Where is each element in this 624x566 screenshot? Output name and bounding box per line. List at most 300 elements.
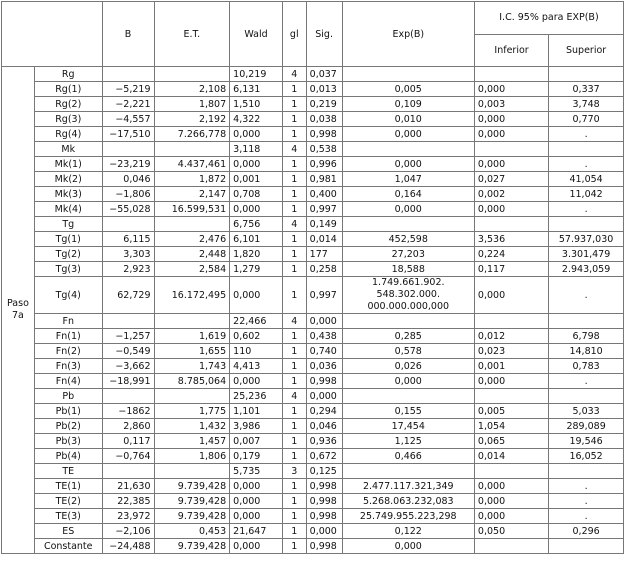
cell-et: 1,457: [154, 434, 230, 449]
table-row: [2, 329, 624, 344]
cell-b: −0,764: [102, 449, 154, 464]
cell-exp: 0,578: [342, 344, 474, 359]
cell-wald: 6,131: [230, 82, 283, 97]
row-label: Pb(2): [34, 419, 102, 434]
cell-b: −55,028: [102, 202, 154, 217]
cell-gl: 1: [282, 97, 306, 112]
cell-inferior: [474, 539, 548, 554]
cell-sig: 0,438: [306, 329, 342, 344]
cell-superior: [549, 217, 624, 232]
cell-b: −18,991: [102, 374, 154, 389]
cell-b: 62,729: [102, 277, 154, 314]
cell-superior: 3,748: [549, 97, 624, 112]
header-sig: Sig.: [306, 2, 342, 67]
table-row: [2, 389, 624, 404]
row-label: Fn: [34, 314, 102, 329]
header-gl: gl: [282, 2, 306, 67]
cell-inferior: 1,054: [474, 419, 548, 434]
cell-wald: 6,101: [230, 232, 283, 247]
cell-wald: 22,466: [230, 314, 283, 329]
cell-sig: 0,219: [306, 97, 342, 112]
cell-et: 9.739,428: [154, 479, 230, 494]
row-label: Rg(2): [34, 97, 102, 112]
cell-wald: 1,820: [230, 247, 283, 262]
cell-inferior: 0,014: [474, 449, 548, 464]
cell-exp: 0,164: [342, 187, 474, 202]
cell-exp: [342, 217, 474, 232]
row-label: Pb(3): [34, 434, 102, 449]
cell-b: [102, 142, 154, 157]
cell-sig: 0,936: [306, 434, 342, 449]
cell-gl: 1: [282, 449, 306, 464]
cell-superior: [549, 67, 624, 82]
cell-exp: 2.477.117.321,349: [342, 479, 474, 494]
cell-wald: 0,001: [230, 172, 283, 187]
cell-wald: 0,179: [230, 449, 283, 464]
cell-superior: 57.937,030: [549, 232, 624, 247]
cell-et: 9.739,428: [154, 539, 230, 554]
table-row: [2, 419, 624, 434]
cell-et: 0,453: [154, 524, 230, 539]
cell-b: −0,549: [102, 344, 154, 359]
cell-sig: 0,672: [306, 449, 342, 464]
cell-exp: 0,010: [342, 112, 474, 127]
cell-superior: 41,054: [549, 172, 624, 187]
cell-b: 23,972: [102, 509, 154, 524]
cell-inferior: [474, 217, 548, 232]
cell-sig: 0,997: [306, 277, 342, 314]
cell-superior: [549, 464, 624, 479]
table-row: [2, 232, 624, 247]
cell-et: [154, 142, 230, 157]
cell-b: [102, 314, 154, 329]
cell-gl: 1: [282, 247, 306, 262]
cell-b: 0,046: [102, 172, 154, 187]
row-label: Rg(4): [34, 127, 102, 142]
cell-gl: 1: [282, 172, 306, 187]
row-label: Tg(3): [34, 262, 102, 277]
cell-exp: 452,598: [342, 232, 474, 247]
cell-inferior: 0,000: [474, 82, 548, 97]
cell-sig: 0,000: [306, 524, 342, 539]
row-label: Fn(2): [34, 344, 102, 359]
cell-exp: [342, 464, 474, 479]
cell-b: −4,557: [102, 112, 154, 127]
cell-inferior: 0,023: [474, 344, 548, 359]
row-label: TE: [34, 464, 102, 479]
cell-superior: 16,052: [549, 449, 624, 464]
cell-wald: 0,602: [230, 329, 283, 344]
row-label: ES: [34, 524, 102, 539]
cell-superior: 14,810: [549, 344, 624, 359]
cell-wald: 10,219: [230, 67, 283, 82]
cell-sig: 0,038: [306, 112, 342, 127]
table-row: [2, 479, 624, 494]
cell-b: [102, 67, 154, 82]
cell-inferior: [474, 67, 548, 82]
cell-sig: 0,538: [306, 142, 342, 157]
table-row: [2, 344, 624, 359]
cell-exp: 18,588: [342, 262, 474, 277]
cell-sig: 0,997: [306, 202, 342, 217]
row-label: TE(3): [34, 509, 102, 524]
cell-et: 1,775: [154, 404, 230, 419]
cell-sig: 0,036: [306, 359, 342, 374]
cell-et: [154, 67, 230, 82]
cell-exp: 0,000: [342, 127, 474, 142]
cell-b: 2,923: [102, 262, 154, 277]
cell-sig: 0,998: [306, 509, 342, 524]
cell-sig: 0,013: [306, 82, 342, 97]
cell-gl: 1: [282, 374, 306, 389]
cell-superior: .: [549, 374, 624, 389]
cell-exp: 0,122: [342, 524, 474, 539]
cell-wald: 6,756: [230, 217, 283, 232]
cell-et: 4.437,461: [154, 157, 230, 172]
cell-sig: 0,998: [306, 539, 342, 554]
cell-superior: .: [549, 277, 624, 314]
cell-wald: 1,279: [230, 262, 283, 277]
cell-inferior: 0,027: [474, 172, 548, 187]
header-expb: Exp(B): [342, 2, 474, 67]
cell-b: −17,510: [102, 127, 154, 142]
cell-gl: 1: [282, 419, 306, 434]
cell-inferior: [474, 464, 548, 479]
row-label: Fn(1): [34, 329, 102, 344]
cell-sig: 0,981: [306, 172, 342, 187]
cell-gl: 1: [282, 494, 306, 509]
cell-inferior: 0,000: [474, 479, 548, 494]
cell-wald: 0,000: [230, 127, 283, 142]
cell-wald: 3,118: [230, 142, 283, 157]
cell-sig: 0,998: [306, 374, 342, 389]
cell-wald: 0,000: [230, 157, 283, 172]
header-et: E.T.: [154, 2, 230, 67]
row-label: Constante: [34, 539, 102, 554]
cell-wald: 0,000: [230, 509, 283, 524]
cell-b: [102, 464, 154, 479]
cell-b: 21,630: [102, 479, 154, 494]
cell-sig: 0,996: [306, 157, 342, 172]
cell-superior: .: [549, 479, 624, 494]
cell-exp: 0,026: [342, 359, 474, 374]
cell-inferior: [474, 142, 548, 157]
cell-superior: .: [549, 202, 624, 217]
cell-superior: 0,296: [549, 524, 624, 539]
table-row: [2, 277, 624, 314]
table-row: [2, 262, 624, 277]
row-label: Mk(3): [34, 187, 102, 202]
cell-et: 2,476: [154, 232, 230, 247]
cell-b: −1,806: [102, 187, 154, 202]
table-row: [2, 374, 624, 389]
cell-wald: 1,510: [230, 97, 283, 112]
cell-et: [154, 389, 230, 404]
cell-inferior: 0,000: [474, 127, 548, 142]
cell-inferior: 0,000: [474, 494, 548, 509]
cell-inferior: [474, 314, 548, 329]
cell-wald: 0,000: [230, 539, 283, 554]
row-label: Mk: [34, 142, 102, 157]
table-row: [2, 187, 624, 202]
table-row: [2, 359, 624, 374]
cell-wald: 5,735: [230, 464, 283, 479]
cell-et: 16.172,495: [154, 277, 230, 314]
cell-sig: 0,037: [306, 67, 342, 82]
cell-superior: 289,089: [549, 419, 624, 434]
cell-et: 1,655: [154, 344, 230, 359]
cell-superior: .: [549, 494, 624, 509]
cell-gl: 4: [282, 142, 306, 157]
cell-b: −23,219: [102, 157, 154, 172]
cell-wald: 0,007: [230, 434, 283, 449]
table-row: [2, 539, 624, 554]
cell-gl: 1: [282, 157, 306, 172]
cell-exp: 17,454: [342, 419, 474, 434]
cell-b: −1,257: [102, 329, 154, 344]
table-row: [2, 524, 624, 539]
cell-b: −3,662: [102, 359, 154, 374]
row-label: Pb(1): [34, 404, 102, 419]
row-label: TE(1): [34, 479, 102, 494]
cell-inferior: 0,000: [474, 202, 548, 217]
cell-gl: 1: [282, 82, 306, 97]
cell-exp: 0,000: [342, 539, 474, 554]
header-wald: Wald: [230, 2, 283, 67]
cell-superior: 0,337: [549, 82, 624, 97]
cell-sig: 0,046: [306, 419, 342, 434]
cell-exp: 1,125: [342, 434, 474, 449]
cell-gl: 1: [282, 479, 306, 494]
cell-sig: 0,740: [306, 344, 342, 359]
cell-superior: 3.301,479: [549, 247, 624, 262]
cell-inferior: 0,001: [474, 359, 548, 374]
cell-superior: 2.943,059: [549, 262, 624, 277]
table-body: [2, 67, 624, 554]
cell-exp: [342, 142, 474, 157]
cell-sig: 0,149: [306, 217, 342, 232]
cell-superior: [549, 539, 624, 554]
cell-superior: 19,546: [549, 434, 624, 449]
table-row: [2, 202, 624, 217]
row-label: Pb(4): [34, 449, 102, 464]
cell-et: 9.739,428: [154, 509, 230, 524]
cell-sig: 0,125: [306, 464, 342, 479]
cell-gl: 1: [282, 202, 306, 217]
cell-inferior: [474, 389, 548, 404]
row-label: Tg(2): [34, 247, 102, 262]
cell-gl: 1: [282, 524, 306, 539]
header-superior: Superior: [549, 34, 624, 67]
cell-inferior: 0,050: [474, 524, 548, 539]
cell-superior: 0,770: [549, 112, 624, 127]
cell-gl: 1: [282, 359, 306, 374]
cell-b: 3,303: [102, 247, 154, 262]
cell-inferior: 0,002: [474, 187, 548, 202]
cell-inferior: 0,000: [474, 374, 548, 389]
cell-wald: 0,000: [230, 202, 283, 217]
cell-exp: 1.749.661.902. 548.302.000. 000.000.000,000: [342, 277, 474, 314]
cell-inferior: 0,117: [474, 262, 548, 277]
cell-sig: 0,998: [306, 494, 342, 509]
cell-exp: 1,047: [342, 172, 474, 187]
cell-gl: 4: [282, 217, 306, 232]
cell-exp: [342, 67, 474, 82]
cell-wald: 0,000: [230, 479, 283, 494]
row-label: Mk(4): [34, 202, 102, 217]
cell-inferior: 0,065: [474, 434, 548, 449]
cell-et: 16.599,531: [154, 202, 230, 217]
header-empty: [2, 2, 103, 67]
cell-gl: 1: [282, 262, 306, 277]
cell-et: [154, 217, 230, 232]
cell-sig: 177: [306, 247, 342, 262]
cell-b: 2,860: [102, 419, 154, 434]
cell-sig: 0,998: [306, 127, 342, 142]
cell-wald: 110: [230, 344, 283, 359]
logistic-regression-table: [1, 1, 624, 554]
cell-exp: 0,000: [342, 157, 474, 172]
cell-exp: 0,155: [342, 404, 474, 419]
cell-superior: .: [549, 127, 624, 142]
cell-exp: 5.268.063.232,083: [342, 494, 474, 509]
row-label: Tg: [34, 217, 102, 232]
cell-gl: 1: [282, 232, 306, 247]
cell-b: 6,115: [102, 232, 154, 247]
cell-et: 2,192: [154, 112, 230, 127]
cell-gl: 1: [282, 112, 306, 127]
cell-b: [102, 217, 154, 232]
cell-b: [102, 389, 154, 404]
header-ci: I.C. 95% para EXP(B): [474, 2, 623, 35]
cell-superior: 0,783: [549, 359, 624, 374]
table-row: [2, 247, 624, 262]
table-row: [2, 97, 624, 112]
cell-et: 9.739,428: [154, 494, 230, 509]
table-row: [2, 434, 624, 449]
table-row: [2, 494, 624, 509]
cell-wald: 0,000: [230, 277, 283, 314]
row-label: Mk(2): [34, 172, 102, 187]
cell-et: 8.785,064: [154, 374, 230, 389]
row-label: Pb: [34, 389, 102, 404]
cell-exp: 0,005: [342, 82, 474, 97]
header-inferior: Inferior: [474, 34, 548, 67]
cell-gl: 4: [282, 67, 306, 82]
cell-et: 1,432: [154, 419, 230, 434]
cell-b: −1862: [102, 404, 154, 419]
cell-gl: 1: [282, 404, 306, 419]
cell-gl: 1: [282, 509, 306, 524]
cell-et: 2,584: [154, 262, 230, 277]
cell-b: −2,221: [102, 97, 154, 112]
table-row: [2, 509, 624, 524]
cell-gl: 1: [282, 277, 306, 314]
cell-et: 1,743: [154, 359, 230, 374]
row-label: Mk(1): [34, 157, 102, 172]
cell-inferior: 0,000: [474, 277, 548, 314]
cell-wald: 4,322: [230, 112, 283, 127]
cell-gl: 1: [282, 127, 306, 142]
cell-inferior: 3,536: [474, 232, 548, 247]
cell-superior: .: [549, 157, 624, 172]
cell-exp: 0,000: [342, 374, 474, 389]
cell-sig: 0,000: [306, 389, 342, 404]
row-label: Rg(1): [34, 82, 102, 97]
cell-gl: 1: [282, 344, 306, 359]
cell-et: 1,872: [154, 172, 230, 187]
cell-exp: 25.749.955.223,298: [342, 509, 474, 524]
cell-wald: 25,236: [230, 389, 283, 404]
cell-et: [154, 314, 230, 329]
cell-wald: 0,000: [230, 494, 283, 509]
cell-exp: 0,466: [342, 449, 474, 464]
cell-b: −2,106: [102, 524, 154, 539]
table-row: [2, 314, 624, 329]
table-row: [2, 82, 624, 97]
cell-wald: 4,413: [230, 359, 283, 374]
cell-gl: 4: [282, 314, 306, 329]
cell-exp: 27,203: [342, 247, 474, 262]
cell-superior: 11,042: [549, 187, 624, 202]
cell-wald: 0,708: [230, 187, 283, 202]
table-row: [2, 157, 624, 172]
cell-exp: [342, 314, 474, 329]
row-label: Rg: [34, 67, 102, 82]
cell-b: 0,117: [102, 434, 154, 449]
cell-et: [154, 464, 230, 479]
cell-sig: 0,294: [306, 404, 342, 419]
table-row: [2, 127, 624, 142]
cell-gl: 1: [282, 539, 306, 554]
table-row: [2, 112, 624, 127]
cell-sig: 0,258: [306, 262, 342, 277]
table-row: [2, 67, 624, 82]
cell-wald: 3,986: [230, 419, 283, 434]
row-label: TE(2): [34, 494, 102, 509]
cell-gl: 1: [282, 329, 306, 344]
cell-superior: 5,033: [549, 404, 624, 419]
row-label: Rg(3): [34, 112, 102, 127]
table-row: [2, 172, 624, 187]
cell-superior: 6,798: [549, 329, 624, 344]
row-label: Fn(3): [34, 359, 102, 374]
table-row: [2, 217, 624, 232]
row-label: Tg(1): [34, 232, 102, 247]
cell-superior: [549, 314, 624, 329]
cell-sig: 0,998: [306, 479, 342, 494]
row-label: Fn(4): [34, 374, 102, 389]
step-label: Paso 7a: [2, 67, 35, 554]
cell-inferior: 0,000: [474, 112, 548, 127]
cell-sig: 0,014: [306, 232, 342, 247]
cell-et: 1,807: [154, 97, 230, 112]
cell-et: 2,147: [154, 187, 230, 202]
cell-et: 7.266,778: [154, 127, 230, 142]
cell-superior: [549, 142, 624, 157]
cell-exp: 0,000: [342, 202, 474, 217]
cell-superior: [549, 389, 624, 404]
table-row: [2, 449, 624, 464]
table-row: [2, 464, 624, 479]
cell-b: −24,488: [102, 539, 154, 554]
cell-wald: 21,647: [230, 524, 283, 539]
table-row: [2, 404, 624, 419]
cell-et: 2,108: [154, 82, 230, 97]
cell-b: −5,219: [102, 82, 154, 97]
cell-gl: 1: [282, 434, 306, 449]
cell-gl: 1: [282, 187, 306, 202]
